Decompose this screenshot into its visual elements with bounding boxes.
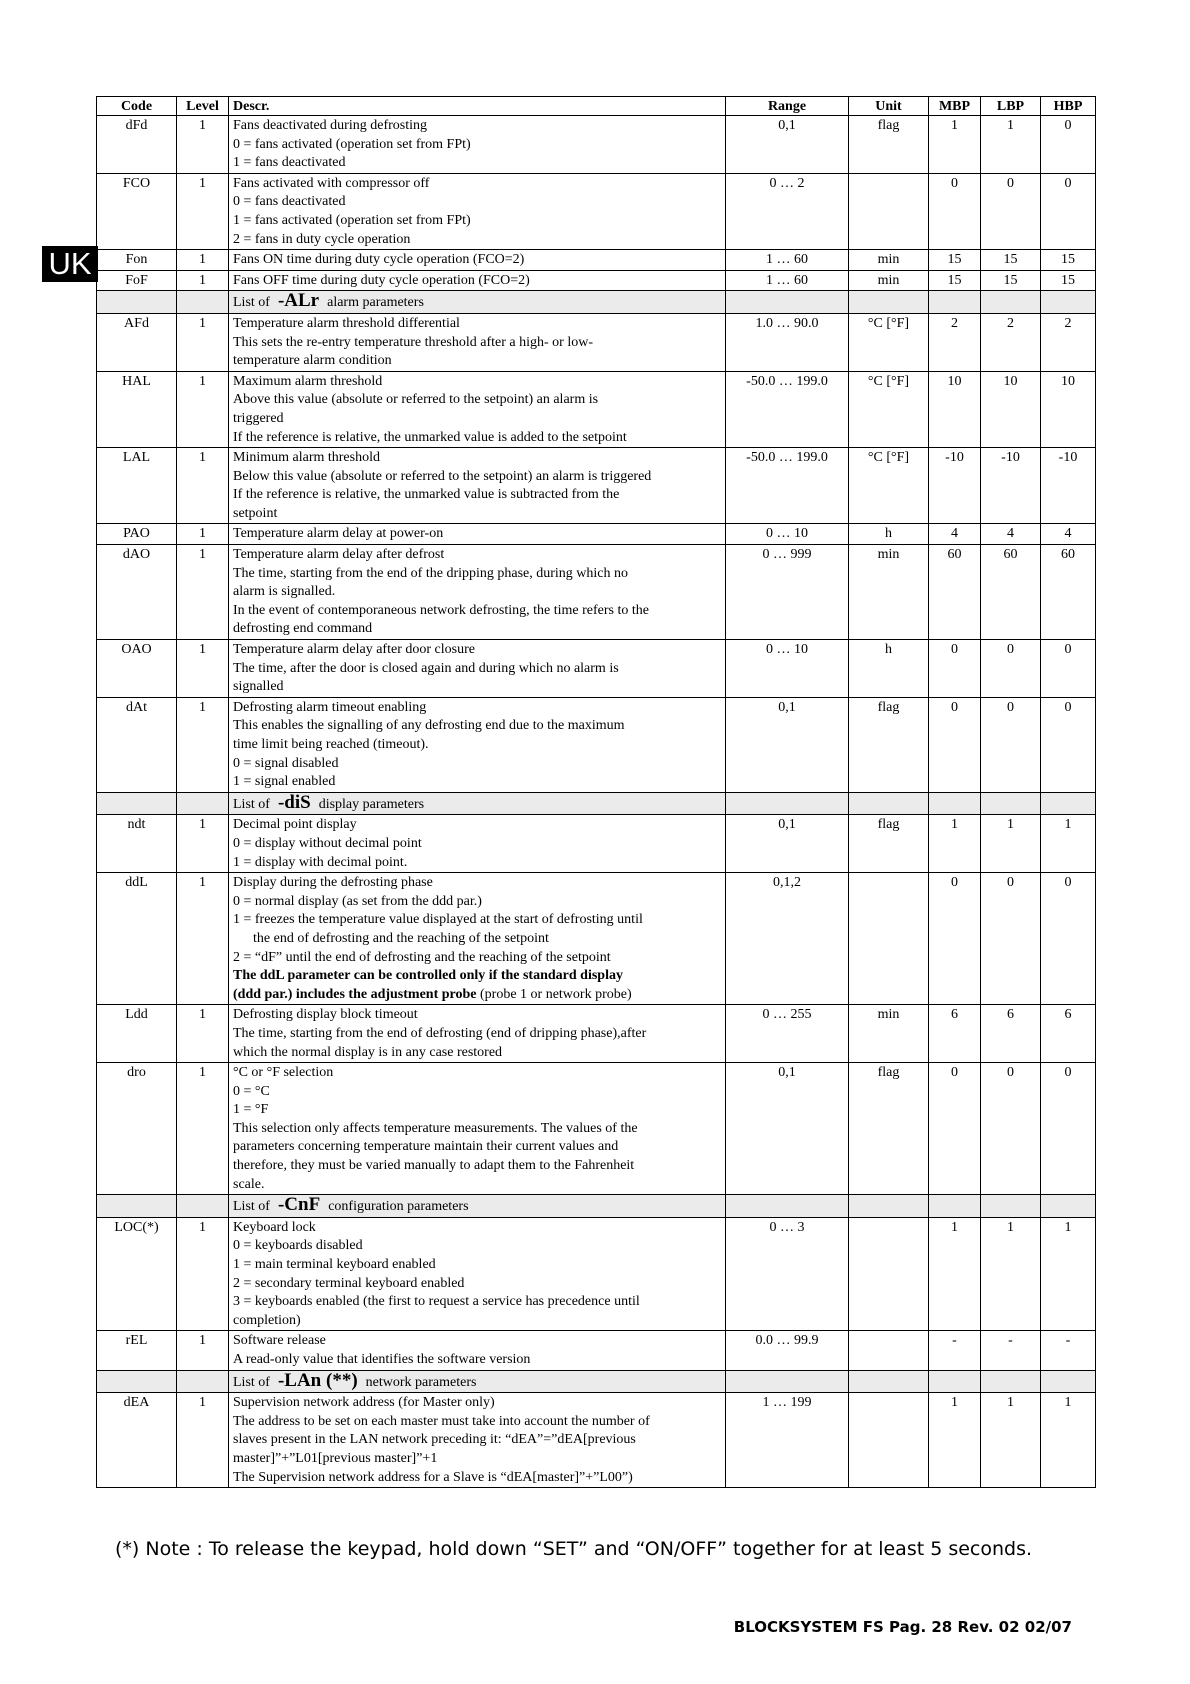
- param-code: AFd: [97, 313, 177, 371]
- descr-line: 1 = display with decimal point.: [233, 854, 408, 870]
- descr-line: setpoint: [233, 505, 278, 521]
- param-level: 1: [177, 270, 229, 291]
- section-mbp-cell: [929, 291, 981, 314]
- descr-line: 0 = fans activated (operation set from FPt): [233, 136, 471, 152]
- param-unit: [849, 1393, 929, 1488]
- section-range-cell: [726, 291, 849, 314]
- param-lbp: 1: [981, 815, 1041, 873]
- descr-line: which the normal display is in any case restored: [233, 1044, 503, 1060]
- descr-line: 0 = °C: [233, 1083, 270, 1099]
- section-prefix: List of: [233, 1374, 270, 1390]
- param-range: 1 … 199: [726, 1393, 849, 1488]
- param-level: 1: [177, 873, 229, 1005]
- param-description: [229, 371, 726, 447]
- param-unit: flag: [849, 697, 929, 792]
- param-unit: min: [849, 545, 929, 640]
- section-mbp-cell: [929, 792, 981, 815]
- param-level: 1: [177, 1331, 229, 1370]
- section-unit-cell: [849, 1195, 929, 1218]
- section-title: [229, 1195, 726, 1218]
- param-code: dAO: [97, 545, 177, 640]
- descr-line: Supervision network address (for Master only): [233, 1395, 495, 1411]
- param-code: dAt: [97, 697, 177, 792]
- section-hbp-cell: [1041, 792, 1096, 815]
- section-suffix: network parameters: [365, 1374, 477, 1390]
- param-mbp: 10: [929, 371, 981, 447]
- header-level: Level: [177, 97, 229, 116]
- param-lbp: 10: [981, 371, 1041, 447]
- param-mbp: 15: [929, 270, 981, 291]
- parameter-row: [97, 1005, 1096, 1063]
- section-level-cell: [177, 1370, 229, 1393]
- descr-line: Fans activated with compressor off: [233, 175, 430, 191]
- descr-line: 1 = freezes the temperature value displayed at the start of defrosting until: [233, 912, 643, 928]
- param-range: 1 … 60: [726, 250, 849, 271]
- descr-line: 1 = main terminal keyboard enabled: [233, 1257, 436, 1273]
- param-unit: h: [849, 524, 929, 545]
- param-mbp: 0: [929, 697, 981, 792]
- param-unit: min: [849, 1005, 929, 1063]
- descr-line: scale.: [233, 1176, 265, 1192]
- section-hbp-cell: [1041, 1195, 1096, 1218]
- param-hbp: -10: [1041, 448, 1096, 524]
- descr-line: temperature alarm condition: [233, 353, 392, 369]
- param-mbp: 1: [929, 1393, 981, 1488]
- parameter-row: [97, 1393, 1096, 1488]
- descr-line: Temperature alarm delay after door closure: [233, 642, 475, 658]
- descr-line: Fans OFF time during duty cycle operation (FCO=2): [233, 272, 530, 288]
- parameters-table: [96, 96, 1096, 1488]
- param-code: ddL: [97, 873, 177, 1005]
- param-unit: flag: [849, 1063, 929, 1195]
- param-hbp: 6: [1041, 1005, 1096, 1063]
- descr-line: This sets the re-entry temperature threshold after a high- or low-: [233, 334, 593, 350]
- parameter-row: [97, 524, 1096, 545]
- param-level: 1: [177, 371, 229, 447]
- descr-line: triggered: [233, 410, 284, 426]
- header-descr: Descr.: [229, 97, 726, 116]
- param-hbp: 10: [1041, 371, 1096, 447]
- descr-line: Display during the defrosting phase: [233, 875, 433, 891]
- descr-line: Maximum alarm threshold: [233, 373, 383, 389]
- param-range: 0 … 255: [726, 1005, 849, 1063]
- descr-line: (probe 1 or network probe): [480, 986, 632, 1002]
- section-mbp-cell: [929, 1195, 981, 1218]
- param-level: 1: [177, 1393, 229, 1488]
- descr-line: slaves present in the LAN network preceding it: “dEA”=”dEA[previous: [233, 1432, 636, 1448]
- param-hbp: 0: [1041, 173, 1096, 249]
- param-unit: flag: [849, 116, 929, 174]
- param-description: [229, 1005, 726, 1063]
- descr-line: The address to be set on each master must take into account the number of: [233, 1413, 650, 1429]
- section-lbp-cell: [981, 1370, 1041, 1393]
- section-level-cell: [177, 291, 229, 314]
- parameter-row: [97, 1063, 1096, 1195]
- param-code: rEL: [97, 1331, 177, 1370]
- param-mbp: -: [929, 1331, 981, 1370]
- section-prefix: List of: [233, 796, 270, 812]
- section-range-cell: [726, 1195, 849, 1218]
- param-description: [229, 1331, 726, 1370]
- parameter-row: [97, 448, 1096, 524]
- param-hbp: 60: [1041, 545, 1096, 640]
- param-level: 1: [177, 697, 229, 792]
- param-level: 1: [177, 173, 229, 249]
- section-lbp-cell: [981, 1195, 1041, 1218]
- section-code: -diS: [277, 791, 311, 813]
- descr-line: Keyboard lock: [233, 1219, 316, 1235]
- param-mbp: 2: [929, 313, 981, 371]
- descr-line: 1 = signal enabled: [233, 774, 336, 790]
- descr-line: 0 = normal display (as set from the ddd par.): [233, 893, 482, 909]
- param-description: [229, 116, 726, 174]
- param-lbp: 6: [981, 1005, 1041, 1063]
- param-unit: °C [°F]: [849, 448, 929, 524]
- section-code-cell: [97, 1370, 177, 1393]
- param-hbp: 0: [1041, 116, 1096, 174]
- descr-line: The Supervision network address for a Slave is “dEA[master]”+”L00”): [233, 1469, 633, 1485]
- descr-line: The time, starting from the end of the dripping phase, during which no: [233, 565, 629, 581]
- section-suffix: configuration parameters: [328, 1199, 469, 1215]
- param-hbp: 2: [1041, 313, 1096, 371]
- descr-line: Temperature alarm threshold differential: [233, 315, 460, 331]
- param-level: 1: [177, 1063, 229, 1195]
- param-hbp: 0: [1041, 873, 1096, 1005]
- param-code: dEA: [97, 1393, 177, 1488]
- section-code: -ALr: [277, 290, 320, 312]
- param-lbp: 0: [981, 873, 1041, 1005]
- descr-line: master]”+”L01[previous master]”+1: [233, 1450, 438, 1466]
- parameter-row: [97, 371, 1096, 447]
- param-hbp: 4: [1041, 524, 1096, 545]
- section-row: [97, 291, 1096, 314]
- param-range: 0,1: [726, 815, 849, 873]
- param-description: [229, 173, 726, 249]
- param-lbp: 1: [981, 1217, 1041, 1331]
- section-row: [97, 1370, 1096, 1393]
- param-lbp: 0: [981, 173, 1041, 249]
- param-level: 1: [177, 815, 229, 873]
- section-range-cell: [726, 792, 849, 815]
- header-code: Code: [97, 97, 177, 116]
- param-description: [229, 815, 726, 873]
- param-level: 1: [177, 448, 229, 524]
- param-range: 0,1,2: [726, 873, 849, 1005]
- param-unit: [849, 1331, 929, 1370]
- descr-line: °C or °F selection: [233, 1065, 334, 1081]
- descr-line: 2 = secondary terminal keyboard enabled: [233, 1275, 465, 1291]
- descr-line: parameters concerning temperature maintain their current values and: [233, 1139, 619, 1155]
- param-description: [229, 1063, 726, 1195]
- descr-line: Defrosting display block timeout: [233, 1007, 418, 1023]
- descr-line: 0 = fans deactivated: [233, 194, 346, 210]
- descr-line: 1 = °F: [233, 1102, 269, 1118]
- section-code-cell: [97, 291, 177, 314]
- descr-line: Minimum alarm threshold: [233, 450, 380, 466]
- descr-line: 1 = fans activated (operation set from FPt): [233, 212, 471, 228]
- param-code: dro: [97, 1063, 177, 1195]
- param-range: 0,1: [726, 697, 849, 792]
- param-range: 0.0 … 99.9: [726, 1331, 849, 1370]
- section-title: [229, 291, 726, 314]
- param-lbp: 0: [981, 640, 1041, 698]
- descr-line: time limit being reached (timeout).: [233, 737, 429, 752]
- param-hbp: 1: [1041, 1217, 1096, 1331]
- param-mbp: 0: [929, 173, 981, 249]
- param-mbp: 0: [929, 873, 981, 1005]
- param-hbp: 15: [1041, 270, 1096, 291]
- descr-line: The ddL parameter can be controlled only if the standard display: [233, 968, 623, 984]
- param-code: FoF: [97, 270, 177, 291]
- section-unit-cell: [849, 291, 929, 314]
- param-lbp: 1: [981, 116, 1041, 174]
- param-code: PAO: [97, 524, 177, 545]
- param-mbp: 0: [929, 640, 981, 698]
- descr-line: completion): [233, 1312, 301, 1328]
- param-range: -50.0 … 199.0: [726, 448, 849, 524]
- param-unit: [849, 173, 929, 249]
- param-level: 1: [177, 545, 229, 640]
- param-level: 1: [177, 1217, 229, 1331]
- param-lbp: -10: [981, 448, 1041, 524]
- param-hbp: 1: [1041, 1393, 1096, 1488]
- param-code: Ldd: [97, 1005, 177, 1063]
- param-mbp: 4: [929, 524, 981, 545]
- param-description: [229, 1217, 726, 1331]
- section-code: -LAn (**): [277, 1369, 358, 1391]
- section-range-cell: [726, 1370, 849, 1393]
- param-lbp: 15: [981, 250, 1041, 271]
- descr-line: Below this value (absolute or referred to the setpoint) an alarm is triggered: [233, 468, 652, 484]
- header-unit: Unit: [849, 97, 929, 116]
- descr-line: (ddd par.) includes the adjustment probe: [233, 986, 477, 1002]
- descr-line: Fans ON time during duty cycle operation (FCO=2): [233, 252, 525, 268]
- param-lbp: 60: [981, 545, 1041, 640]
- param-level: 1: [177, 640, 229, 698]
- descr-line: 1 = fans deactivated: [233, 155, 346, 171]
- descr-line: Defrosting alarm timeout enabling: [233, 699, 427, 715]
- parameter-row: [97, 1217, 1096, 1331]
- descr-line: 0 = signal disabled: [233, 755, 339, 771]
- param-hbp: 15: [1041, 250, 1096, 271]
- descr-line: The time, after the door is closed again and during which no alarm is: [233, 660, 619, 676]
- param-description: [229, 524, 726, 545]
- param-description: [229, 1393, 726, 1488]
- descr-line: This enables the signalling of any defrosting end due to the maximum: [233, 718, 625, 734]
- parameter-row: [97, 116, 1096, 174]
- param-mbp: 1: [929, 116, 981, 174]
- descr-line: A read-only value that identifies the software version: [233, 1352, 531, 1367]
- param-code: HAL: [97, 371, 177, 447]
- param-unit: min: [849, 250, 929, 271]
- param-lbp: 15: [981, 270, 1041, 291]
- parameter-row: [97, 250, 1096, 271]
- param-level: 1: [177, 1005, 229, 1063]
- param-mbp: 60: [929, 545, 981, 640]
- descr-line: Temperature alarm delay after defrost: [233, 547, 445, 563]
- section-level-cell: [177, 1195, 229, 1218]
- param-description: [229, 640, 726, 698]
- descr-line: 3 = keyboards enabled (the first to request a service has precedence until: [233, 1294, 640, 1310]
- param-lbp: 0: [981, 1063, 1041, 1195]
- param-mbp: -10: [929, 448, 981, 524]
- param-description: [229, 697, 726, 792]
- param-lbp: -: [981, 1331, 1041, 1370]
- param-mbp: 0: [929, 1063, 981, 1195]
- descr-line: The time, starting from the end of defrosting (end of dripping phase),after: [233, 1025, 647, 1041]
- section-code-cell: [97, 1195, 177, 1218]
- parameter-row: [97, 270, 1096, 291]
- section-suffix: alarm parameters: [327, 295, 424, 311]
- param-description: [229, 250, 726, 271]
- param-unit: [849, 873, 929, 1005]
- param-code: FCO: [97, 173, 177, 249]
- header-hbp: HBP: [1041, 97, 1096, 116]
- descr-line: 0 = display without decimal point: [233, 835, 422, 851]
- param-range: 1.0 … 90.0: [726, 313, 849, 371]
- param-range: -50.0 … 199.0: [726, 371, 849, 447]
- param-mbp: 1: [929, 1217, 981, 1331]
- param-unit: min: [849, 270, 929, 291]
- param-code: OAO: [97, 640, 177, 698]
- param-range: 0,1: [726, 1063, 849, 1195]
- table-header-row: [97, 97, 1096, 116]
- param-hbp: 0: [1041, 1063, 1096, 1195]
- param-level: 1: [177, 116, 229, 174]
- section-hbp-cell: [1041, 1370, 1096, 1393]
- param-lbp: 1: [981, 1393, 1041, 1488]
- param-unit: [849, 1217, 929, 1331]
- param-unit: flag: [849, 815, 929, 873]
- parameter-row: [97, 545, 1096, 640]
- param-hbp: 1: [1041, 815, 1096, 873]
- param-lbp: 4: [981, 524, 1041, 545]
- descr-line: In the event of contemporaneous network defrosting, the time refers to the: [233, 602, 649, 618]
- param-code: LAL: [97, 448, 177, 524]
- param-unit: h: [849, 640, 929, 698]
- param-range: 0 … 10: [726, 640, 849, 698]
- parameter-row: [97, 640, 1096, 698]
- param-level: 1: [177, 524, 229, 545]
- param-range: 0 … 999: [726, 545, 849, 640]
- descr-line: Temperature alarm delay at power-on: [233, 526, 444, 542]
- section-unit-cell: [849, 1370, 929, 1393]
- param-code: ndt: [97, 815, 177, 873]
- param-description: [229, 448, 726, 524]
- descr-line: 0 = keyboards disabled: [233, 1238, 363, 1254]
- descr-line: Software release: [233, 1333, 326, 1349]
- param-code: dFd: [97, 116, 177, 174]
- descr-line: If the reference is relative, the unmarked value is subtracted from the: [233, 487, 620, 503]
- param-description: [229, 270, 726, 291]
- param-description: [229, 545, 726, 640]
- descr-line: 2 = fans in duty cycle operation: [233, 231, 411, 247]
- header-mbp: MBP: [929, 97, 981, 116]
- param-hbp: 0: [1041, 640, 1096, 698]
- param-description: [229, 313, 726, 371]
- descr-line: therefore, they must be varied manually to adapt them to the Fahrenheit: [233, 1158, 635, 1174]
- section-code: -CnF: [277, 1194, 321, 1216]
- param-range: 1 … 60: [726, 270, 849, 291]
- descr-line: Fans deactivated during defrosting: [233, 118, 428, 133]
- section-unit-cell: [849, 792, 929, 815]
- parameter-row: [97, 697, 1096, 792]
- descr-line: Above this value (absolute or referred to the setpoint) an alarm is: [233, 392, 599, 408]
- descr-line: signalled: [233, 679, 284, 695]
- descr-line: Decimal point display: [233, 817, 357, 833]
- param-range: 0 … 2: [726, 173, 849, 249]
- param-unit: °C [°F]: [849, 371, 929, 447]
- param-code: LOC(*): [97, 1217, 177, 1331]
- param-mbp: 1: [929, 815, 981, 873]
- parameter-row: [97, 313, 1096, 371]
- page-footer: BLOCKSYSTEM FS Pag. 28 Rev. 02 02/07: [733, 1618, 1072, 1636]
- parameter-row: [97, 815, 1096, 873]
- uk-language-tab: UK: [42, 246, 98, 282]
- section-row: [97, 792, 1096, 815]
- parameter-row: [97, 1331, 1096, 1370]
- param-range: 0 … 3: [726, 1217, 849, 1331]
- param-mbp: 15: [929, 250, 981, 271]
- descr-line: 2 = “dF” until the end of defrosting and the reaching of the setpoint: [233, 949, 611, 965]
- descr-line: If the reference is relative, the unmarked value is added to the setpoint: [233, 429, 627, 445]
- section-code-cell: [97, 792, 177, 815]
- param-mbp: 6: [929, 1005, 981, 1063]
- footnote: (*) Note : To release the keypad, hold down “SET” and “ON/OFF” together for at least 5 seconds.: [115, 1538, 1033, 1560]
- section-hbp-cell: [1041, 291, 1096, 314]
- param-lbp: 0: [981, 697, 1041, 792]
- param-level: 1: [177, 250, 229, 271]
- header-lbp: LBP: [981, 97, 1041, 116]
- descr-line: the end of defrosting and the reaching of the setpoint: [253, 930, 549, 946]
- param-range: 0,1: [726, 116, 849, 174]
- descr-line: defrosting end command: [233, 621, 373, 637]
- section-row: [97, 1195, 1096, 1218]
- section-suffix: display parameters: [318, 796, 425, 812]
- section-lbp-cell: [981, 792, 1041, 815]
- descr-line: alarm is signalled.: [233, 584, 336, 600]
- param-unit: °C [°F]: [849, 313, 929, 371]
- section-title: [229, 792, 726, 815]
- parameter-row: [97, 873, 1096, 1005]
- param-hbp: 0: [1041, 697, 1096, 792]
- param-hbp: -: [1041, 1331, 1096, 1370]
- section-mbp-cell: [929, 1370, 981, 1393]
- table-body: [97, 116, 1096, 1488]
- section-title: [229, 1370, 726, 1393]
- parameter-row: [97, 173, 1096, 249]
- section-lbp-cell: [981, 291, 1041, 314]
- param-lbp: 2: [981, 313, 1041, 371]
- header-range: Range: [726, 97, 849, 116]
- param-range: 0 … 10: [726, 524, 849, 545]
- param-level: 1: [177, 313, 229, 371]
- section-level-cell: [177, 792, 229, 815]
- section-prefix: List of: [233, 1199, 270, 1215]
- param-description: [229, 873, 726, 1005]
- section-prefix: List of: [233, 295, 270, 311]
- descr-line: This selection only affects temperature measurements. The values of the: [233, 1120, 638, 1136]
- param-code: Fon: [97, 250, 177, 271]
